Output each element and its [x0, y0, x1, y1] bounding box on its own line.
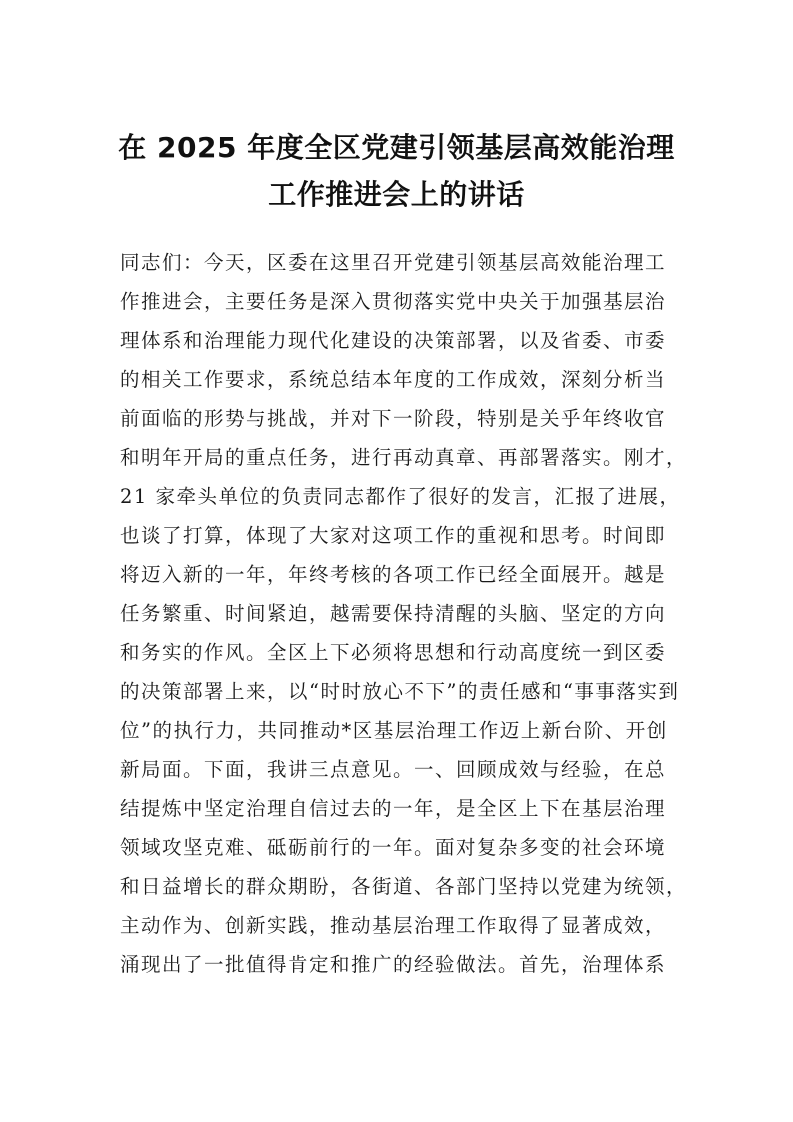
document-title-line-2: 工作推进会上的讲话: [268, 178, 525, 211]
body-line: 和日益增长的群众期盼，各街道、各部门坚持以党建为统领，: [120, 875, 688, 898]
body-line: 新局面。下面，我讲三点意见。一、回顾成效与经验，在总: [120, 758, 667, 781]
body-line: 主动作为、创新实践，推动基层治理工作取得了显著成效，: [120, 914, 667, 937]
body-line: 和明年开局的重点任务，进行再动真章、再部署落实。刚才，: [120, 446, 688, 469]
body-line: 作推进会，主要任务是深入贯彻落实党中央关于加强基层治: [120, 290, 667, 313]
speech-body: [120, 243, 688, 984]
body-line: 和务实的作风。全区上下必须将思想和行动高度统一到区委: [120, 641, 667, 664]
document-title-line-1: 在 2025 年度全区党建引领基层高效能治理: [118, 131, 675, 164]
body-line: 领域攻坚克难、砥砺前行的一年。面对复杂多变的社会环境: [120, 836, 667, 859]
body-line: 的决策部署上来，以“时时放心不下”的责任感和“事事落实到: [120, 680, 680, 703]
body-line: 任务繁重、时间紧迫，越需要保持清醒的头脑、坚定的方向: [120, 602, 667, 625]
body-line: 的相关工作要求，系统总结本年度的工作成效，深刻分析当: [120, 368, 667, 391]
body-line: 结提炼中坚定治理自信过去的一年，是全区上下在基层治理: [120, 797, 667, 820]
body-line: 将迈入新的一年，年终考核的各项工作已经全面展开。越是: [120, 563, 667, 586]
body-line: 涌现出了一批值得肯定和推广的经验做法。首先，治理体系: [120, 953, 667, 976]
body-line: 前面临的形势与挑战，并对下一阶段，特别是关乎年终收官: [120, 407, 667, 430]
body-line: 21 家牵头单位的负责同志都作了很好的发言，汇报了进展，: [120, 485, 681, 508]
body-line: 位”的执行力，共同推动*区基层治理工作迈上新台阶、开创: [120, 719, 668, 742]
body-line: 也谈了打算，体现了大家对这项工作的重视和思考。时间即: [120, 524, 667, 547]
body-line: 理体系和治理能力现代化建设的决策部署，以及省委、市委: [120, 329, 667, 352]
body-line: 同志们：今天，区委在这里召开党建引领基层高效能治理工: [120, 251, 667, 274]
